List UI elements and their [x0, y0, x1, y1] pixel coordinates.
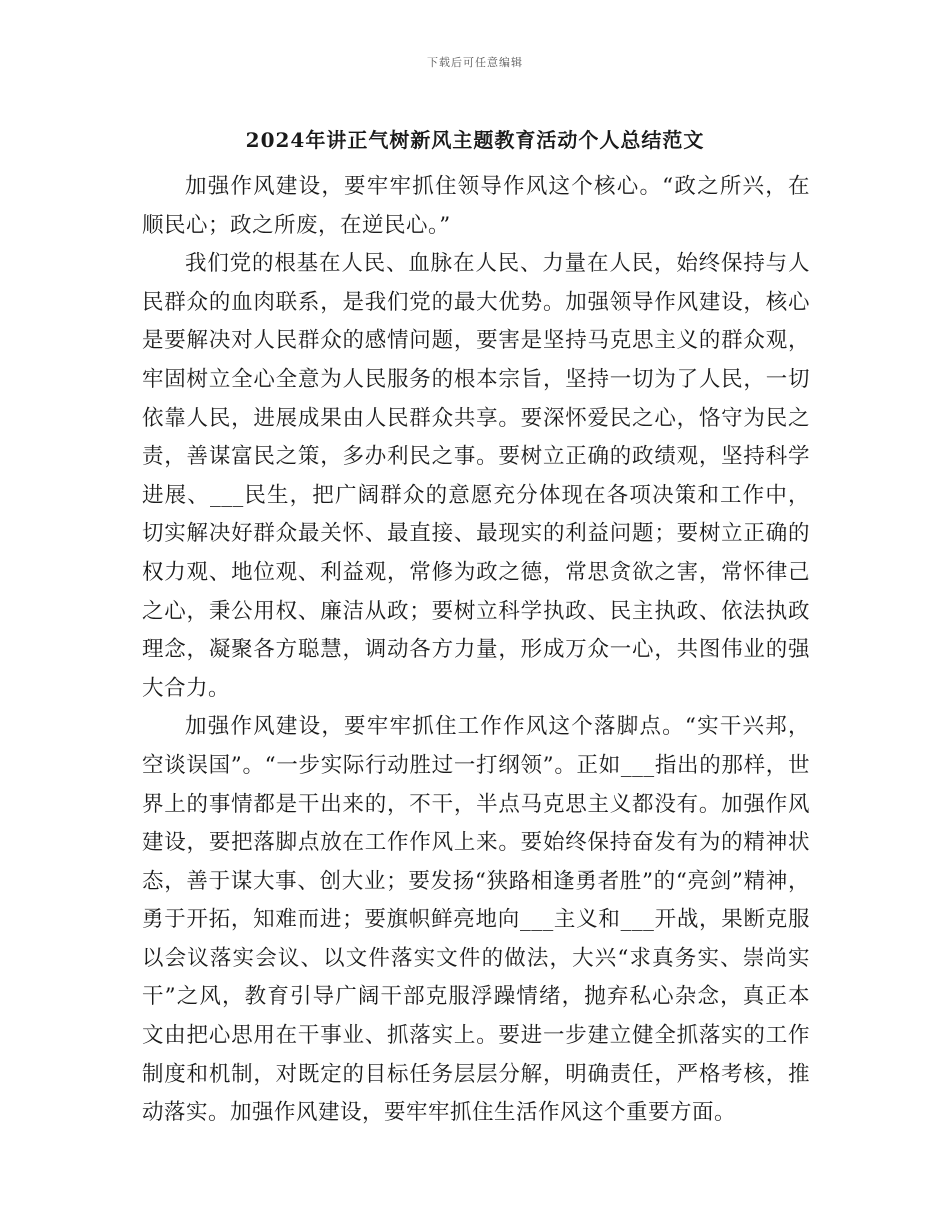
- document-title: 2024年讲正气树新风主题教育活动个人总结范文: [245, 128, 705, 152]
- header-note: 下载后可任意编辑: [427, 56, 523, 69]
- document-body: [142, 168, 810, 1133]
- paragraph-3: 加强作风建设，要牢牢抓住工作作风这个落脚点。“实干兴邦，空谈误国”。“一步实际行动胜过一打纲领”。正如___指出的那样，世界上的事情都是干出来的，不干，半点马克思主义都没有。加强作风建设，要把落脚点放在工作作风上来。要始终保持奋发有为的精神状态，善于谋大事、创大业；要发扬“狭路相逢勇者胜”的“亮剑”精神，勇于开拓，知难而进；要旗帜鲜亮地向___主义和___开战，果断克服以会议落实会议、以文件落实文件的做法，大兴“求真务实、崇尚实干”之风，教育引导广阔干部克服浮躁情绪，抛弃私心杂念，真正本文由把心思用在干事业、抓落实上。要进一步建立健全抓落实的工作制度和机制，对既定的目标任务层层分解，明确责任，严格考核，推动落实。加强作风建设，要牢牢抓住生活作风这个重要方面。: [142, 714, 810, 1126]
- paragraph-2: 我们党的根基在人民、血脉在人民、力量在人民，始终保持与人民群众的血肉联系，是我们党的最大优势。加强领导作风建设，核心是要解决对人民群众的感情问题，要害是坚持马克思主义的群众观，牢固树立全心全意为人民服务的根本宗旨，坚持一切为了人民，一切依靠人民，进展成果由人民群众共享。要深怀爱民之心，恪守为民之责，善谋富民之策，多办利民之事。要树立正确的政绩观，坚持科学进展、___民生，把广阔群众的意愿充分体现在各项决策和工作中，切实解决好群众最关怀、最直接、最现实的利益问题；要树立正确的权力观、地位观、利益观，常修为政之德，常思贪欲之害，常怀律己之心，秉公用权、廉洁从政；要树立科学执政、民主执政、依法执政理念，凝聚各方聪慧，调动各方力量，形成万众一心，共图伟业的强大合力。: [142, 251, 810, 701]
- paragraph-1: 加强作风建设，要牢牢抓住领导作风这个核心。“政之所兴，在顺民心；政之所废，在逆民心。”: [142, 174, 810, 238]
